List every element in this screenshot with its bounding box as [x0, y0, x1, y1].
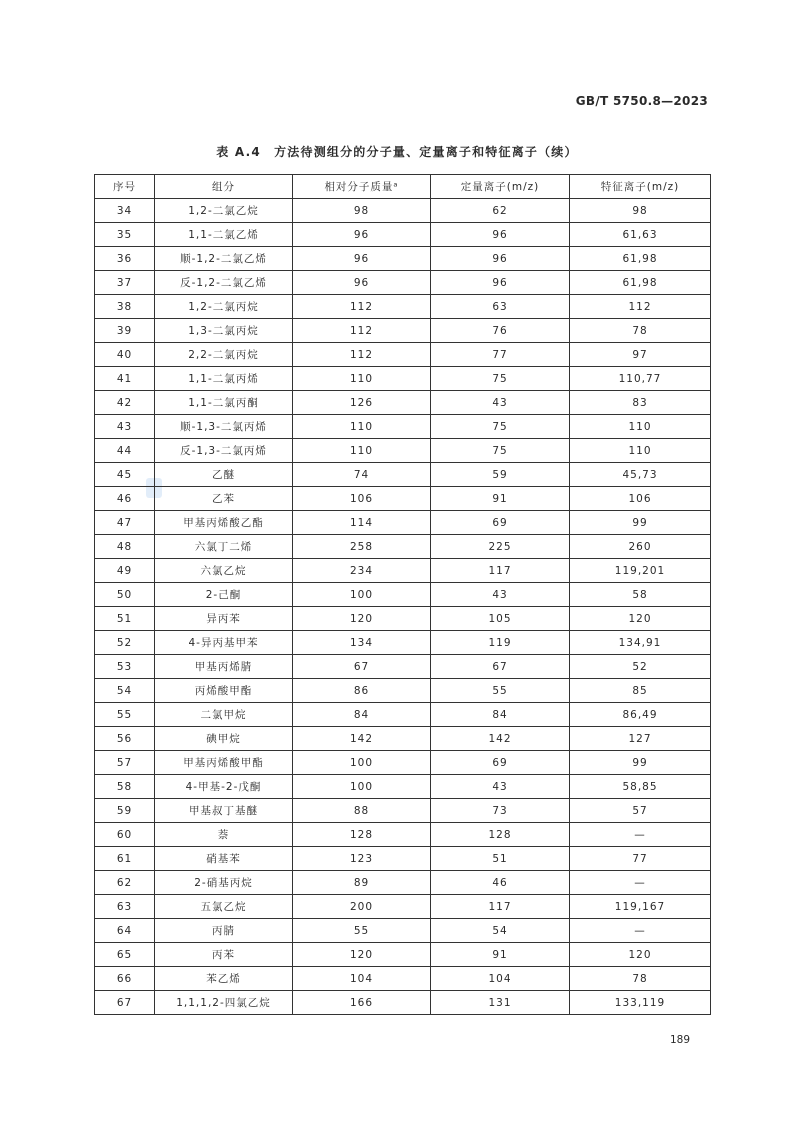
cell-quant-ion: 59 [431, 463, 570, 487]
cell-component: 异丙苯 [155, 607, 293, 631]
cell-molecular-mass: 67 [293, 655, 431, 679]
cell-char-ion: 112 [570, 295, 711, 319]
cell-component: 顺-1,2-二氯乙烯 [155, 247, 293, 271]
cell-quant-ion: 96 [431, 247, 570, 271]
table-row [95, 703, 711, 727]
cell-index: 36 [95, 247, 155, 271]
table-body [95, 199, 711, 1015]
cell-index: 46 [95, 487, 155, 511]
cell-component: 1,1,1,2-四氯乙烷 [155, 991, 293, 1015]
cell-quant-ion: 96 [431, 271, 570, 295]
cell-index: 42 [95, 391, 155, 415]
cell-molecular-mass: 112 [293, 343, 431, 367]
cell-component: 1,3-二氯丙烷 [155, 319, 293, 343]
table-row [95, 679, 711, 703]
cell-index: 61 [95, 847, 155, 871]
cell-char-ion: 99 [570, 511, 711, 535]
table-header-row [95, 175, 711, 199]
table-row [95, 295, 711, 319]
table-row [95, 775, 711, 799]
cell-component: 二氯甲烷 [155, 703, 293, 727]
cell-component: 萘 [155, 823, 293, 847]
cell-component: 甲基丙烯腈 [155, 655, 293, 679]
table-row [95, 391, 711, 415]
cell-molecular-mass: 74 [293, 463, 431, 487]
table-row [95, 223, 711, 247]
cell-component: 丙烯酸甲酯 [155, 679, 293, 703]
cell-index: 59 [95, 799, 155, 823]
cell-molecular-mass: 104 [293, 967, 431, 991]
table-row [95, 535, 711, 559]
cell-index: 58 [95, 775, 155, 799]
cell-index: 67 [95, 991, 155, 1015]
table-row [95, 871, 711, 895]
cell-component: 4-甲基-2-戊酮 [155, 775, 293, 799]
cell-char-ion: 61,63 [570, 223, 711, 247]
table-row [95, 943, 711, 967]
cell-char-ion: — [570, 823, 711, 847]
cell-quant-ion: 69 [431, 751, 570, 775]
cell-quant-ion: 75 [431, 415, 570, 439]
cell-component: 丙苯 [155, 943, 293, 967]
cell-molecular-mass: 120 [293, 607, 431, 631]
cell-component: 乙苯 [155, 487, 293, 511]
cell-molecular-mass: 100 [293, 775, 431, 799]
cell-quant-ion: 131 [431, 991, 570, 1015]
cell-char-ion: 86,49 [570, 703, 711, 727]
cell-quant-ion: 104 [431, 967, 570, 991]
cell-index: 37 [95, 271, 155, 295]
cell-char-ion: 61,98 [570, 247, 711, 271]
cell-index: 65 [95, 943, 155, 967]
column-header-char-ion: 特征离子(m/z) [570, 175, 711, 199]
cell-index: 52 [95, 631, 155, 655]
table-title: 表 A.4 方法待测组分的分子量、定量离子和特征离子（续） [216, 145, 578, 159]
cell-component: 乙醚 [155, 463, 293, 487]
cell-molecular-mass: 89 [293, 871, 431, 895]
cell-component: 顺-1,3-二氯丙烯 [155, 415, 293, 439]
cell-component: 4-异丙基甲苯 [155, 631, 293, 655]
cell-molecular-mass: 86 [293, 679, 431, 703]
cell-char-ion: 120 [570, 943, 711, 967]
cell-component: 丙腈 [155, 919, 293, 943]
cell-index: 56 [95, 727, 155, 751]
cell-molecular-mass: 142 [293, 727, 431, 751]
table-row [95, 559, 711, 583]
cell-molecular-mass: 88 [293, 799, 431, 823]
table-row [95, 751, 711, 775]
cell-molecular-mass: 98 [293, 199, 431, 223]
cell-molecular-mass: 106 [293, 487, 431, 511]
cell-index: 50 [95, 583, 155, 607]
cell-quant-ion: 225 [431, 535, 570, 559]
cell-quant-ion: 43 [431, 391, 570, 415]
cell-index: 57 [95, 751, 155, 775]
cell-component: 2-己酮 [155, 583, 293, 607]
cell-char-ion: 45,73 [570, 463, 711, 487]
cell-component: 甲基丙烯酸甲酯 [155, 751, 293, 775]
cell-quant-ion: 117 [431, 559, 570, 583]
column-header-index: 序号 [95, 175, 155, 199]
cell-char-ion: 58,85 [570, 775, 711, 799]
cell-index: 41 [95, 367, 155, 391]
page-number: 189 [669, 1034, 690, 1046]
cell-quant-ion: 75 [431, 439, 570, 463]
cell-char-ion: 110 [570, 415, 711, 439]
cell-index: 60 [95, 823, 155, 847]
cell-molecular-mass: 123 [293, 847, 431, 871]
cell-char-ion: 127 [570, 727, 711, 751]
cell-quant-ion: 91 [431, 943, 570, 967]
cell-quant-ion: 46 [431, 871, 570, 895]
cell-index: 40 [95, 343, 155, 367]
standard-code: GB/T 5750.8—2023 [575, 94, 708, 108]
cell-quant-ion: 63 [431, 295, 570, 319]
cell-index: 51 [95, 607, 155, 631]
cell-component: 甲基丙烯酸乙酯 [155, 511, 293, 535]
cell-char-ion: 78 [570, 319, 711, 343]
cell-component: 反-1,3-二氯丙烯 [155, 439, 293, 463]
cell-molecular-mass: 96 [293, 247, 431, 271]
cell-char-ion: — [570, 871, 711, 895]
table-row [95, 247, 711, 271]
cell-molecular-mass: 258 [293, 535, 431, 559]
cell-molecular-mass: 100 [293, 583, 431, 607]
cell-component: 2-硝基丙烷 [155, 871, 293, 895]
cell-component: 碘甲烷 [155, 727, 293, 751]
cell-quant-ion: 67 [431, 655, 570, 679]
table-row [95, 607, 711, 631]
cell-index: 44 [95, 439, 155, 463]
cell-component: 六氯乙烷 [155, 559, 293, 583]
column-header-molecular-mass: 相对分子质量ᵃ [293, 175, 431, 199]
cell-index: 66 [95, 967, 155, 991]
data-table [94, 174, 711, 1015]
table-row [95, 799, 711, 823]
cell-molecular-mass: 200 [293, 895, 431, 919]
cell-char-ion: 98 [570, 199, 711, 223]
cell-char-ion: 119,167 [570, 895, 711, 919]
cell-char-ion: 106 [570, 487, 711, 511]
cell-char-ion: 78 [570, 967, 711, 991]
cell-molecular-mass: 112 [293, 319, 431, 343]
cell-index: 48 [95, 535, 155, 559]
table-row [95, 919, 711, 943]
cell-molecular-mass: 84 [293, 703, 431, 727]
table-row [95, 343, 711, 367]
cell-index: 34 [95, 199, 155, 223]
cell-char-ion: — [570, 919, 711, 943]
cell-molecular-mass: 234 [293, 559, 431, 583]
cell-char-ion: 133,119 [570, 991, 711, 1015]
cell-char-ion: 134,91 [570, 631, 711, 655]
cell-quant-ion: 51 [431, 847, 570, 871]
table-row [95, 415, 711, 439]
table-row [95, 847, 711, 871]
column-header-component: 组分 [155, 175, 293, 199]
cell-quant-ion: 77 [431, 343, 570, 367]
cell-index: 45 [95, 463, 155, 487]
cell-quant-ion: 105 [431, 607, 570, 631]
table-row [95, 271, 711, 295]
cell-component: 反-1,2-二氯乙烯 [155, 271, 293, 295]
cell-index: 49 [95, 559, 155, 583]
table-row [95, 199, 711, 223]
cell-index: 63 [95, 895, 155, 919]
table-row [95, 463, 711, 487]
cell-index: 47 [95, 511, 155, 535]
cell-char-ion: 110,77 [570, 367, 711, 391]
cell-index: 39 [95, 319, 155, 343]
cell-quant-ion: 142 [431, 727, 570, 751]
table-row [95, 967, 711, 991]
cell-molecular-mass: 110 [293, 415, 431, 439]
cell-component: 1,1-二氯乙烯 [155, 223, 293, 247]
cell-index: 54 [95, 679, 155, 703]
cell-molecular-mass: 110 [293, 439, 431, 463]
cell-quant-ion: 96 [431, 223, 570, 247]
table-row [95, 367, 711, 391]
cell-component: 五氯乙烷 [155, 895, 293, 919]
cell-char-ion: 52 [570, 655, 711, 679]
cell-char-ion: 260 [570, 535, 711, 559]
cell-component: 硝基苯 [155, 847, 293, 871]
cell-molecular-mass: 96 [293, 223, 431, 247]
table-row [95, 583, 711, 607]
table-row [95, 631, 711, 655]
cell-component: 甲基叔丁基醚 [155, 799, 293, 823]
cell-component: 苯乙烯 [155, 967, 293, 991]
cell-index: 62 [95, 871, 155, 895]
cell-char-ion: 110 [570, 439, 711, 463]
cell-quant-ion: 69 [431, 511, 570, 535]
cell-molecular-mass: 126 [293, 391, 431, 415]
cell-char-ion: 61,98 [570, 271, 711, 295]
cell-quant-ion: 43 [431, 583, 570, 607]
cell-component: 六氯丁二烯 [155, 535, 293, 559]
cell-component: 1,1-二氯丙酮 [155, 391, 293, 415]
cell-index: 64 [95, 919, 155, 943]
cell-char-ion: 77 [570, 847, 711, 871]
cell-index: 35 [95, 223, 155, 247]
cell-molecular-mass: 114 [293, 511, 431, 535]
cell-char-ion: 99 [570, 751, 711, 775]
cell-quant-ion: 84 [431, 703, 570, 727]
cell-quant-ion: 128 [431, 823, 570, 847]
cell-quant-ion: 55 [431, 679, 570, 703]
cell-quant-ion: 117 [431, 895, 570, 919]
cell-molecular-mass: 120 [293, 943, 431, 967]
cell-quant-ion: 62 [431, 199, 570, 223]
cell-char-ion: 58 [570, 583, 711, 607]
cell-component: 1,2-二氯乙烷 [155, 199, 293, 223]
table-row [95, 895, 711, 919]
cell-component: 1,2-二氯丙烷 [155, 295, 293, 319]
table-row [95, 487, 711, 511]
column-header-quant-ion: 定量离子(m/z) [431, 175, 570, 199]
table-row [95, 991, 711, 1015]
cell-molecular-mass: 96 [293, 271, 431, 295]
cell-char-ion: 83 [570, 391, 711, 415]
cell-molecular-mass: 110 [293, 367, 431, 391]
cell-molecular-mass: 55 [293, 919, 431, 943]
cell-char-ion: 119,201 [570, 559, 711, 583]
cell-molecular-mass: 112 [293, 295, 431, 319]
table-row [95, 727, 711, 751]
cell-quant-ion: 73 [431, 799, 570, 823]
table-row [95, 823, 711, 847]
cell-quant-ion: 91 [431, 487, 570, 511]
cell-char-ion: 85 [570, 679, 711, 703]
cell-molecular-mass: 134 [293, 631, 431, 655]
cell-quant-ion: 75 [431, 367, 570, 391]
cell-component: 1,1-二氯丙烯 [155, 367, 293, 391]
cell-quant-ion: 54 [431, 919, 570, 943]
cell-quant-ion: 43 [431, 775, 570, 799]
cell-index: 53 [95, 655, 155, 679]
table-row [95, 655, 711, 679]
cell-char-ion: 57 [570, 799, 711, 823]
cell-component: 2,2-二氯丙烷 [155, 343, 293, 367]
table-row [95, 439, 711, 463]
cell-index: 43 [95, 415, 155, 439]
cell-molecular-mass: 100 [293, 751, 431, 775]
table-row [95, 511, 711, 535]
cell-char-ion: 97 [570, 343, 711, 367]
cell-char-ion: 120 [570, 607, 711, 631]
cell-quant-ion: 76 [431, 319, 570, 343]
cell-quant-ion: 119 [431, 631, 570, 655]
cell-molecular-mass: 166 [293, 991, 431, 1015]
table-row [95, 319, 711, 343]
cell-index: 38 [95, 295, 155, 319]
cell-molecular-mass: 128 [293, 823, 431, 847]
cell-index: 55 [95, 703, 155, 727]
